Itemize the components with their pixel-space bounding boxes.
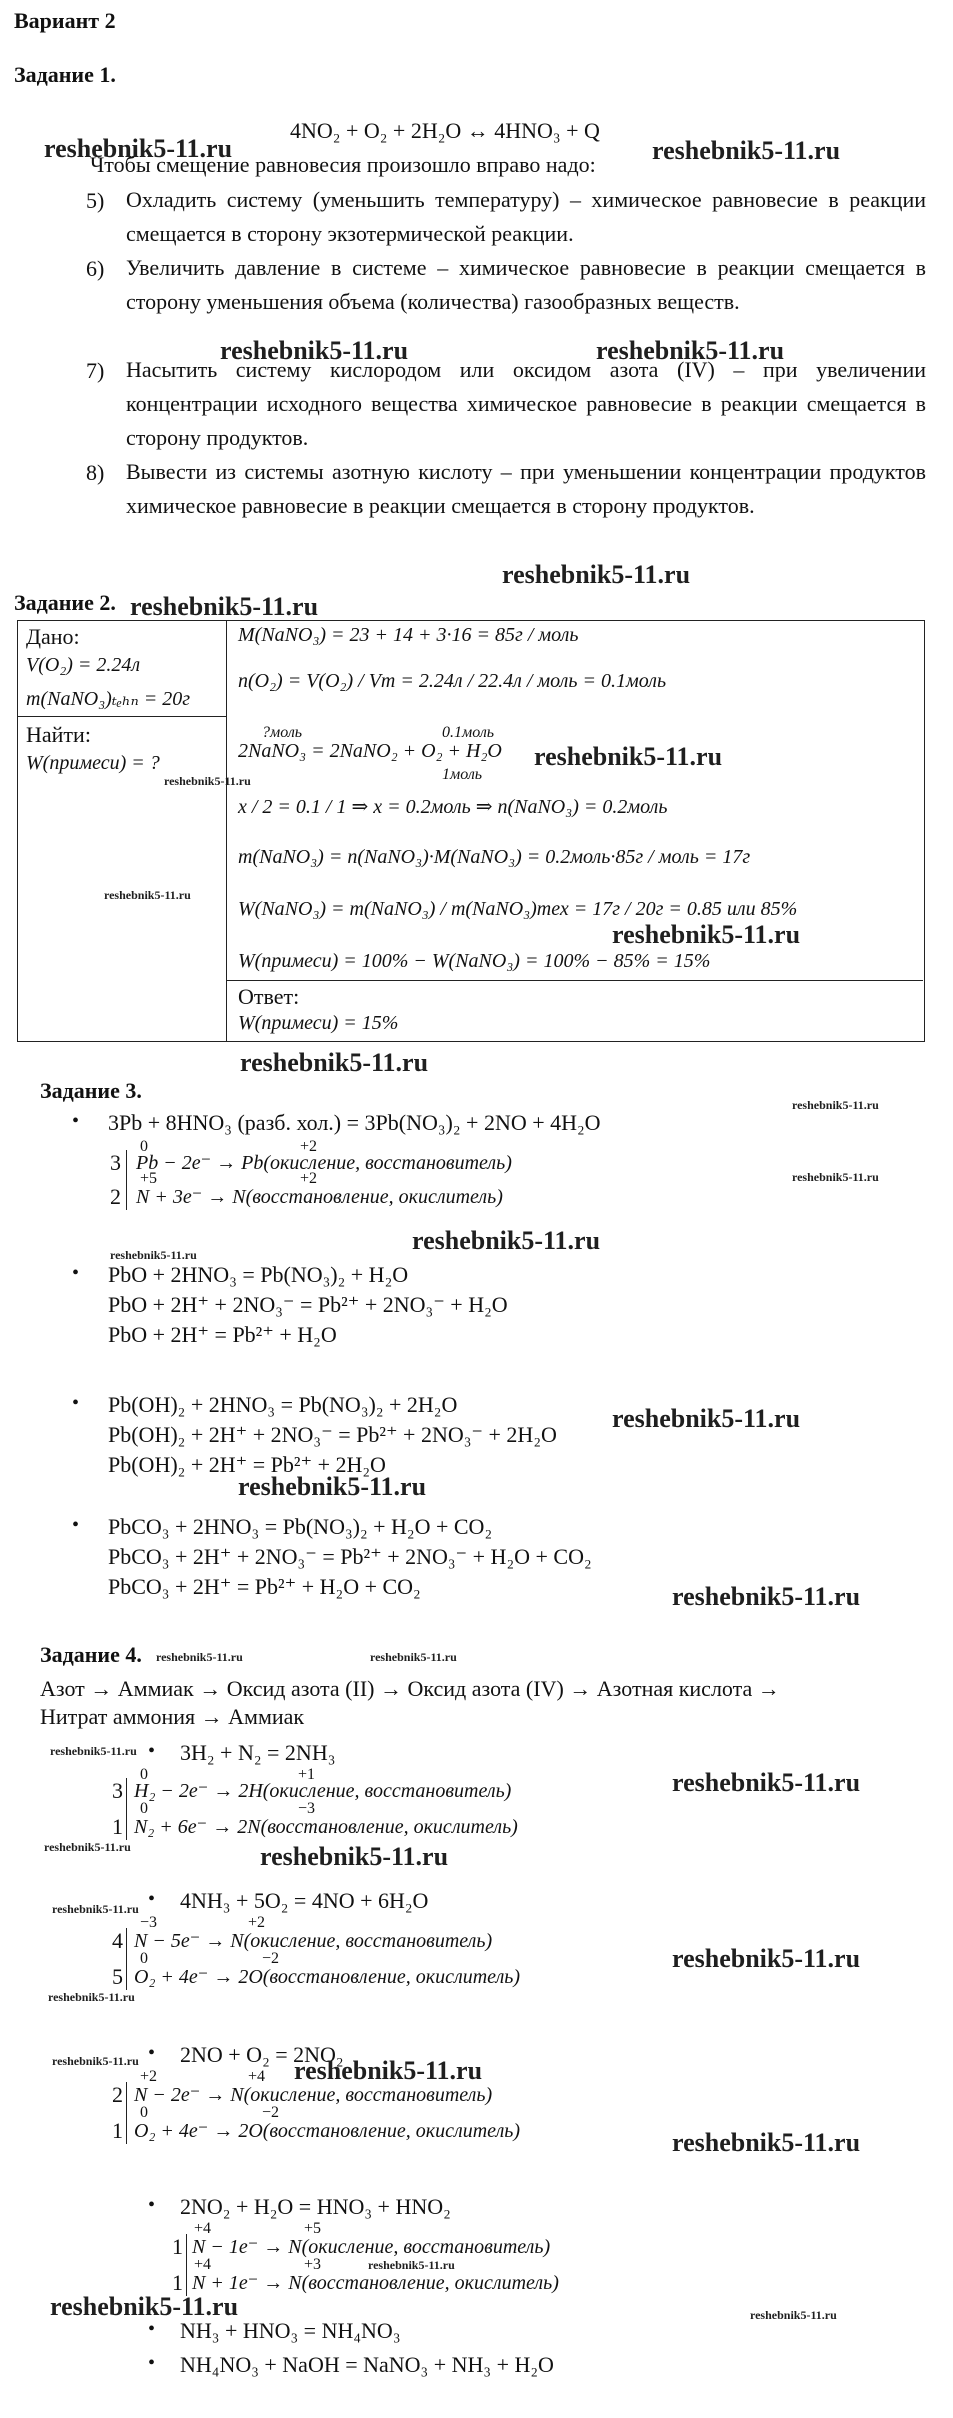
given-value: m(NaNO₃)ₜₑₕₙ = 20г bbox=[26, 688, 191, 710]
ox-state: +3 bbox=[304, 2256, 322, 2273]
equation: PbCO₃ + 2HNO₃ = Pb(NO₃)₂ + H₂O + CO₂ bbox=[108, 1514, 493, 1539]
equation: 2NO₂ + H₂O = HNO₃ + HNO₂ bbox=[180, 2194, 451, 2219]
watermark: reshebnik5-11.ru bbox=[260, 1842, 449, 1871]
watermark: reshebnik5-11.ru bbox=[44, 1840, 131, 1854]
watermark: reshebnik5-11.ru bbox=[52, 2054, 139, 2068]
watermark: reshebnik5-11.ru bbox=[104, 888, 191, 902]
task1-item-num: 6) bbox=[86, 256, 105, 281]
watermark: reshebnik5-11.ru bbox=[672, 1582, 861, 1611]
watermark: reshebnik5-11.ru bbox=[294, 2056, 483, 2085]
solution-line: n(O₂) = V(O₂) / Vm = 2.24л / 22.4л / моль = 0.1моль bbox=[238, 670, 667, 692]
table-divider bbox=[17, 716, 227, 717]
chain-line: Нитрат аммония → Аммиак bbox=[40, 1704, 305, 1729]
ox-state: −3 bbox=[140, 1914, 158, 1931]
equation: 4NH₃ + 5O₂ = 4NO + 6H₂O bbox=[180, 1888, 429, 1913]
balance-coef: 2 bbox=[110, 1184, 121, 1209]
over-label: ?моль bbox=[262, 724, 303, 741]
task1-item-text: Вывести из системы азотную кислоту – при уменьшении концентрации продуктов химическое равновесие в реакции смещается в сторону продуктов. bbox=[126, 459, 926, 518]
task1-item-num: 8) bbox=[86, 460, 105, 485]
bullet: • bbox=[148, 2352, 156, 2374]
find-value: W(примеси) = ? bbox=[26, 752, 160, 774]
watermark: reshebnik5-11.ru bbox=[156, 1650, 243, 1664]
balance-coef: 3 bbox=[110, 1150, 121, 1175]
watermark: reshebnik5-11.ru bbox=[164, 774, 251, 788]
half-reaction: N + 3e⁻ → N(восстановление, окислитель) bbox=[136, 1186, 503, 1208]
bullet: • bbox=[148, 2318, 156, 2340]
bullet: • bbox=[148, 2042, 156, 2064]
ox-state: +2 bbox=[140, 2068, 158, 2085]
equation: NH₃ + HNO₃ = NH₄NO₃ bbox=[180, 2318, 401, 2343]
equation: NH₄NO₃ + NaOH = NaNO₃ + NH₃ + H₂O bbox=[180, 2352, 554, 2377]
watermark: reshebnik5-11.ru bbox=[612, 1404, 801, 1433]
given-value: V(O₂) = 2.24л bbox=[26, 654, 141, 676]
variant-title: Вариант 2 bbox=[14, 8, 116, 33]
ox-state: 0 bbox=[140, 1800, 148, 1817]
watermark: reshebnik5-11.ru bbox=[50, 1744, 137, 1758]
equation: 3Pb + 8HNO₃ (разб. хол.) = 3Pb(NO₃)₂ + 2NO + 4H₂O bbox=[108, 1110, 601, 1135]
table-divider bbox=[226, 980, 923, 981]
answer-label: Ответ: bbox=[238, 984, 300, 1009]
ox-state: +2 bbox=[248, 1914, 266, 1931]
watermark: reshebnik5-11.ru bbox=[672, 2128, 861, 2157]
watermark: reshebnik5-11.ru bbox=[412, 1226, 601, 1255]
ox-state: +4 bbox=[248, 2068, 266, 2085]
task1-heading: Задание 1. bbox=[14, 62, 116, 87]
watermark: reshebnik5-11.ru bbox=[792, 1098, 879, 1112]
half-reaction: O₂ + 4e⁻ → 2O(восстановление, окислитель) bbox=[134, 2120, 521, 2142]
task1-item-text: Охладить систему (уменьшить температуру) – химическое равновесие в реакции смещается в сторону экзотермической реакции. bbox=[126, 187, 926, 246]
half-reaction: N₂ + 6e⁻ → 2N(восстановление, окислитель) bbox=[134, 1816, 518, 1838]
ox-state: +2 bbox=[300, 1138, 318, 1155]
balance-coef: 1 bbox=[112, 1814, 123, 1839]
watermark: reshebnik5-11.ru bbox=[672, 1944, 861, 1973]
balance-bar bbox=[126, 1150, 127, 1210]
ox-state: +1 bbox=[298, 1766, 316, 1783]
task1-item-text: Насытить систему кислородом или оксидом азота (IV) – при увеличении концентрации исходного вещества химическое равновесие в реакции смещается в сторону продуктов. bbox=[126, 357, 926, 450]
task1-item-text: Увеличить давление в системе – химическое равновесие в реакции смещается в сторону уменьшения объема (количества) газообразных веществ. bbox=[126, 255, 926, 314]
equation: Pb(OH)₂ + 2HNO₃ = Pb(NO₃)₂ + 2H₂O bbox=[108, 1392, 458, 1417]
bullet: • bbox=[72, 1392, 80, 1414]
ox-state: +4 bbox=[194, 2256, 212, 2273]
watermark: reshebnik5-11.ru bbox=[750, 2308, 837, 2322]
watermark: reshebnik5-11.ru bbox=[612, 920, 801, 949]
task3-heading: Задание 3. bbox=[40, 1078, 142, 1103]
ox-state: 0 bbox=[140, 1766, 148, 1783]
watermark: reshebnik5-11.ru bbox=[652, 136, 841, 165]
equation: PbO + 2H⁺ = Pb²⁺ + H₂O bbox=[108, 1322, 337, 1347]
solution-line: m(NaNO₃) = n(NaNO₃)·M(NaNO₃) = 0.2моль·85г / моль = 17г bbox=[238, 846, 751, 868]
balance-coef: 1 bbox=[112, 2118, 123, 2143]
bullet: • bbox=[72, 1110, 80, 1132]
ox-state: 0 bbox=[140, 1138, 148, 1155]
task1-intro: Чтобы смещение равновесия произошло вправо надо: bbox=[90, 152, 596, 177]
ox-state: −2 bbox=[262, 2104, 280, 2121]
task2-heading: Задание 2. bbox=[14, 590, 116, 615]
watermark: reshebnik5-11.ru bbox=[368, 2258, 455, 2272]
ox-state: +2 bbox=[300, 1170, 318, 1187]
equation: PbO + 2H⁺ + 2NO₃⁻ = Pb²⁺ + 2NO₃⁻ + H₂O bbox=[108, 1292, 508, 1317]
watermark: reshebnik5-11.ru bbox=[240, 1048, 429, 1077]
ox-state: −3 bbox=[298, 1800, 316, 1817]
task1-equation: 4NO₂ + O₂ + 2H₂O ↔ 4HNO₃ + Q bbox=[290, 118, 600, 143]
watermark: reshebnik5-11.ru bbox=[596, 336, 785, 365]
solution-line: 2NaNO₃ = 2NaNO₂ + O₂ + H₂O bbox=[238, 740, 502, 762]
given-label: Дано: bbox=[26, 624, 80, 649]
watermark: reshebnik5-11.ru bbox=[534, 742, 723, 771]
answer-value: W(примеси) = 15% bbox=[238, 1012, 399, 1034]
chain-line: Азот → Аммиак → Оксид азота (II) → Оксид азота (IV) → Азотная кислота → bbox=[40, 1676, 780, 1701]
table-divider bbox=[226, 620, 227, 1042]
half-reaction: N − 5e⁻ → N(окисление, восстановитель) bbox=[134, 1930, 493, 1952]
watermark: reshebnik5-11.ru bbox=[792, 1170, 879, 1184]
equation: 2NO + O₂ = 2NO₂ bbox=[180, 2042, 344, 2067]
balance-coef: 2 bbox=[112, 2082, 123, 2107]
bullet: • bbox=[148, 2194, 156, 2216]
ox-state: 0 bbox=[140, 2104, 148, 2121]
half-reaction: H₂ − 2e⁻ → 2H(окисление, восстановитель) bbox=[134, 1780, 512, 1802]
watermark: reshebnik5-11.ru bbox=[672, 1768, 861, 1797]
bullet: • bbox=[72, 1514, 80, 1536]
watermark: reshebnik5-11.ru bbox=[502, 560, 691, 589]
balance-bar bbox=[126, 2082, 127, 2144]
half-reaction: N − 2e⁻ → N(окисление, восстановитель) bbox=[134, 2084, 493, 2106]
balance-bar bbox=[126, 1928, 127, 1990]
balance-coef: 1 bbox=[172, 2234, 183, 2259]
bullet: • bbox=[148, 1888, 156, 1910]
solution-line: x / 2 = 0.1 / 1 ⇒ x = 0.2моль ⇒ n(NaNO₃) = 0.2моль bbox=[238, 796, 668, 818]
watermark: reshebnik5-11.ru bbox=[238, 1472, 427, 1501]
balance-bar bbox=[126, 1778, 127, 1840]
ox-state: +4 bbox=[194, 2220, 212, 2237]
watermark: reshebnik5-11.ru bbox=[48, 1990, 135, 2004]
ox-state: +5 bbox=[304, 2220, 322, 2237]
watermark: reshebnik5-11.ru bbox=[52, 1902, 139, 1916]
half-reaction: Pb − 2e⁻ → Pb(окисление, восстановитель) bbox=[136, 1152, 512, 1174]
ox-state: −2 bbox=[262, 1950, 280, 1967]
balance-coef: 4 bbox=[112, 1928, 123, 1953]
task1-item-num: 7) bbox=[86, 358, 105, 383]
equation: PbCO₃ + 2H⁺ + 2NO₃⁻ = Pb²⁺ + 2NO₃⁻ + H₂O + CO₂ bbox=[108, 1544, 592, 1569]
ox-state: +5 bbox=[140, 1170, 158, 1187]
watermark: reshebnik5-11.ru bbox=[220, 336, 409, 365]
watermark: reshebnik5-11.ru bbox=[110, 1248, 197, 1262]
ox-state: 0 bbox=[140, 1950, 148, 1967]
equation: PbO + 2HNO₃ = Pb(NO₃)₂ + H₂O bbox=[108, 1262, 409, 1287]
under-label: 1моль bbox=[442, 766, 483, 783]
equation: Pb(OH)₂ + 2H⁺ = Pb²⁺ + 2H₂O bbox=[108, 1452, 386, 1477]
find-label: Найти: bbox=[26, 722, 91, 747]
bullet: • bbox=[148, 1740, 156, 1762]
bullet: • bbox=[72, 1262, 80, 1284]
task1-item-num: 5) bbox=[86, 188, 105, 213]
half-reaction: N + 1e⁻ → N(восстановление, окислитель) bbox=[192, 2272, 559, 2294]
watermark: reshebnik5-11.ru bbox=[50, 2292, 239, 2321]
balance-bar bbox=[186, 2234, 187, 2296]
equation: 3H₂ + N₂ = 2NH₃ bbox=[180, 1740, 336, 1765]
balance-coef: 1 bbox=[172, 2270, 183, 2295]
balance-coef: 5 bbox=[112, 1964, 123, 1989]
half-reaction: N − 1e⁻ → N(окисление, восстановитель) bbox=[192, 2236, 551, 2258]
balance-coef: 3 bbox=[112, 1778, 123, 1803]
watermark: reshebnik5-11.ru bbox=[370, 1650, 457, 1664]
equation: Pb(OH)₂ + 2H⁺ + 2NO₃⁻ = Pb²⁺ + 2NO₃⁻ + 2H₂O bbox=[108, 1422, 557, 1447]
over-label: 0.1моль bbox=[442, 724, 495, 741]
solution-line: M(NaNO₃) = 23 + 14 + 3·16 = 85г / моль bbox=[238, 624, 579, 646]
watermark: reshebnik5-11.ru bbox=[44, 134, 233, 163]
equation: PbCO₃ + 2H⁺ = Pb²⁺ + H₂O + CO₂ bbox=[108, 1574, 421, 1599]
solution-line: W(примеси) = 100% − W(NaNO₃) = 100% − 85% = 15% bbox=[238, 950, 711, 972]
solution-line: W(NaNO₃) = m(NaNO₃) / m(NaNO₃)тех = 17г / 20г = 0.85 или 85% bbox=[238, 898, 798, 920]
half-reaction: O₂ + 4e⁻ → 2O(восстановление, окислитель) bbox=[134, 1966, 521, 1988]
task4-heading: Задание 4. bbox=[40, 1642, 142, 1667]
watermark: reshebnik5-11.ru bbox=[130, 592, 319, 621]
